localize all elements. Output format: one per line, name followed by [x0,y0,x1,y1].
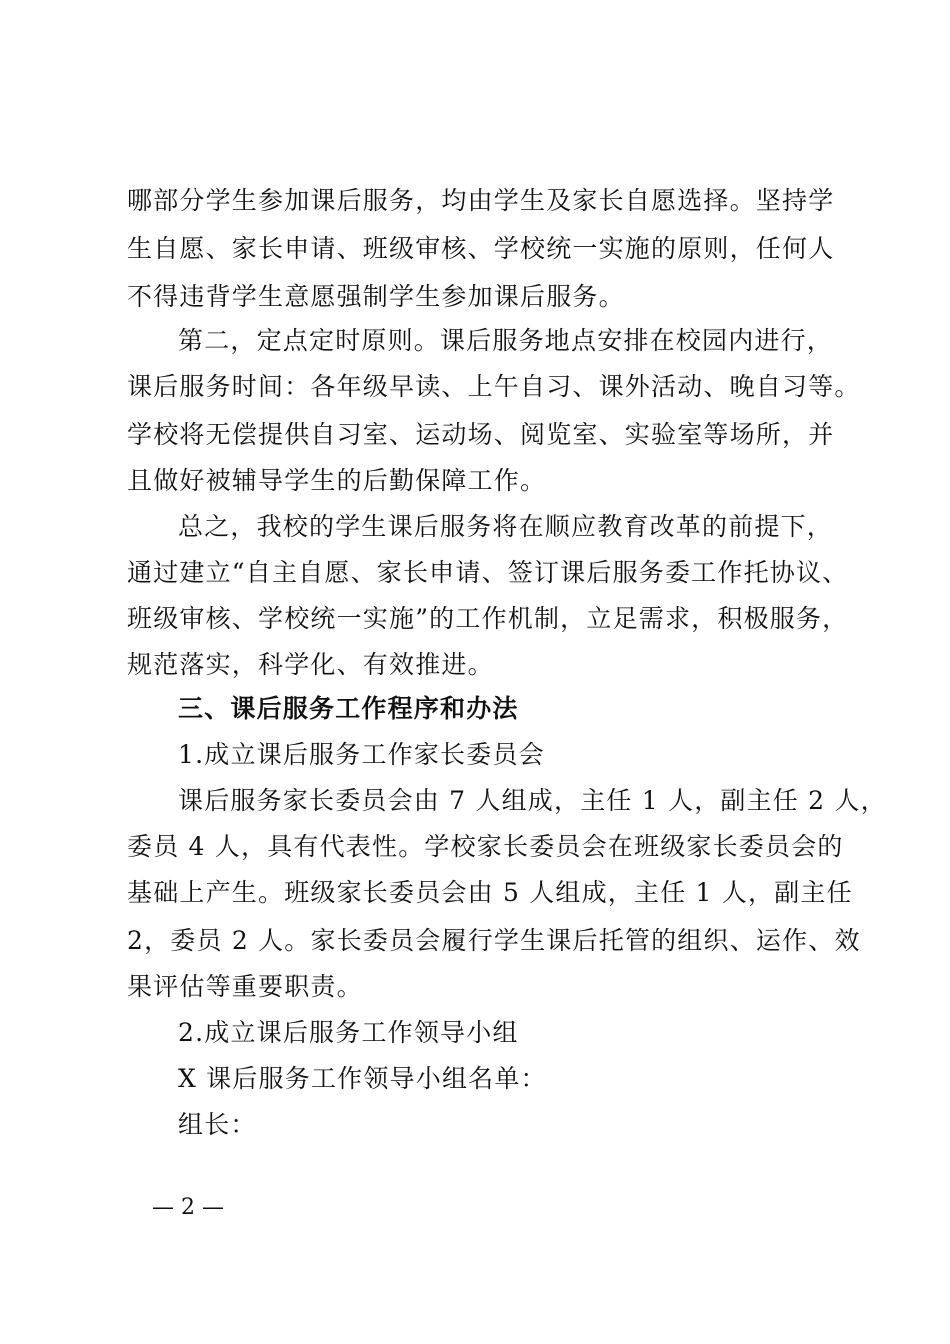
paragraph-line: 第二，定点定时原则。课后服务地点安排在校园内进行， [178,326,834,355]
paragraph-line: 通过建立“自主自愿、家长申请、签订课后服务委工作托协议、 [127,558,849,587]
subsection-heading: 2.成立课后服务工作领导小组 [178,1018,519,1047]
paragraph-line: 组长： [178,1110,257,1139]
page-number: — 2 — [152,1195,224,1220]
paragraph-line: 规范落实，科学化、有效推进。 [127,650,494,679]
paragraph-line: 且做好被辅导学生的后勤保障工作。 [127,466,547,495]
subsection-heading: 1.成立课后服务工作家长委员会 [178,740,545,769]
paragraph-line: 2，委员 2 人。家长委员会履行学生课后托管的组织、运作、效 [127,926,861,955]
paragraph-line: 班级审核、学校统一实施”的工作机制，立足需求，积极服务， [127,604,849,633]
paragraph-line: 课后服务时间：各年级早读、上午自习、课外活动、晚自习等。 [127,372,861,401]
section-heading: 三、课后服务工作程序和办法 [178,694,519,723]
paragraph-line: X 课后服务工作领导小组名单： [178,1064,547,1093]
paragraph-line: 不得违背学生意愿强制学生参加课后服务。 [127,282,625,311]
paragraph-line: 果评估等重要职责。 [127,972,363,1001]
paragraph-line: 课后服务家长委员会由 7 人组成，主任 1 人，副主任 2 人， [178,786,887,815]
paragraph-line: 学校将无偿提供自习室、运动场、阅览室、实验室等场所，并 [127,420,835,449]
paragraph-line: 生自愿、家长申请、班级审核、学校统一实施的原则，任何人 [127,234,835,263]
paragraph-line: 总之，我校的学生课后服务将在顺应教育改革的前提下， [178,512,834,541]
paragraph-line: 委员 4 人，具有代表性。学校家长委员会在班级家长委员会的 [127,832,844,861]
paragraph-line: 基础上产生。班级家长委员会由 5 人组成，主任 1 人，副主任 [127,878,853,907]
paragraph-line: 哪部分学生参加课后服务，均由学生及家长自愿选择。坚持学 [127,186,835,215]
